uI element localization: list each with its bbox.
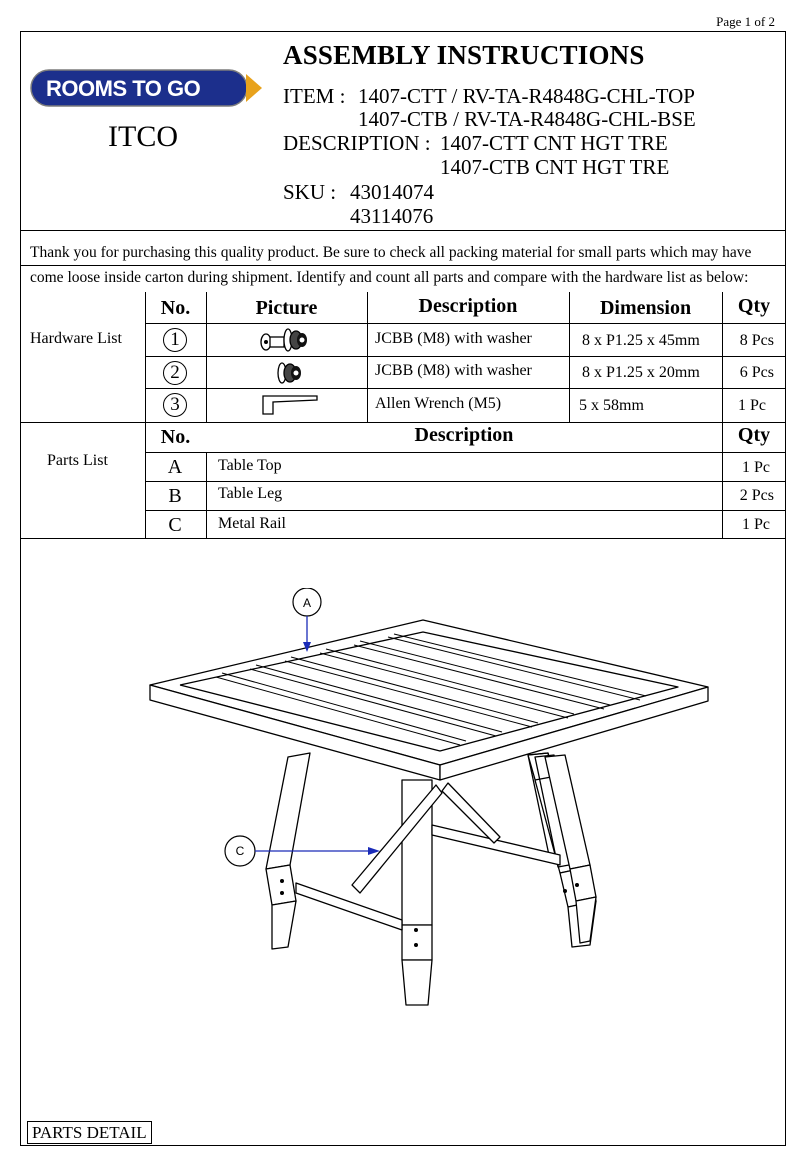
logo-graphic: [30, 68, 262, 108]
description-label: DESCRIPTION :: [283, 131, 431, 155]
parts-col-no: No.: [160, 426, 191, 448]
part-qty: 1 Pc: [742, 459, 770, 476]
hardware-row-number: 2: [163, 361, 187, 385]
table-row-line: [145, 356, 786, 357]
rooms-to-go-logo: [30, 68, 262, 108]
hardware-col-qty: Qty: [737, 295, 771, 317]
sku-line-1: 43014074: [350, 180, 434, 204]
hardware-row-number: 3: [163, 393, 187, 417]
hardware-description: Allen Wrench (M5): [375, 395, 502, 412]
hardware-row-number: 1: [163, 328, 187, 352]
table-top-surface: [150, 620, 708, 765]
table-diagram: [140, 575, 740, 1050]
hardware-description: JCBB (M8) with washer: [375, 362, 532, 379]
svg-text:ROOMS TO GO: ROOMS TO GO: [46, 76, 201, 101]
table-col-line: [206, 452, 207, 538]
table-row-line: [145, 323, 786, 324]
hardware-dimension: 5 x 58mm: [579, 397, 644, 414]
part-description: Table Leg: [218, 485, 283, 502]
hardware-col-dimension: Dimension: [599, 297, 692, 319]
callout-a-label: A: [302, 596, 312, 610]
table-row-line: [145, 481, 786, 482]
callout-c: [222, 834, 392, 875]
part-description: Metal Rail: [218, 515, 286, 532]
hardware-description: JCBB (M8) with washer: [375, 330, 532, 347]
part-qty: 2 Pcs: [739, 487, 774, 504]
page-number: Page 1 of 2: [716, 14, 775, 29]
hardware-col-picture: Picture: [255, 297, 318, 319]
item-line-1: 1407-CTT / RV-TA-R4848G-CHL-TOP: [358, 84, 695, 108]
callout-c-label: C: [235, 844, 245, 858]
item-line-2: 1407-CTB / RV-TA-R4848G-CHL-BSE: [358, 107, 696, 131]
table-row-line: [145, 388, 786, 389]
short-bolt-washer-icon: [273, 358, 313, 393]
hardware-dimension: 8 x P1.25 x 45mm: [582, 332, 700, 349]
parts-col-qty: Qty: [737, 424, 771, 446]
part-description: Table Top: [218, 457, 282, 474]
parts-detail-label: PARTS DETAIL: [27, 1121, 152, 1144]
description-line-1: 1407-CTT CNT HGT TRE: [440, 131, 668, 155]
description-line-2: 1407-CTB CNT HGT TRE: [440, 155, 670, 179]
table-row-line: [145, 452, 786, 453]
section-divider: [20, 538, 786, 539]
hardware-qty: 6 Pcs: [739, 364, 774, 381]
parts-col-description: Description: [414, 424, 514, 446]
hardware-col-no: No.: [160, 297, 191, 319]
table-row-line: [145, 510, 786, 511]
allen-wrench-icon: [259, 392, 321, 423]
sku-line-2: 43114076: [350, 204, 434, 228]
parts-section-label: Parts List: [47, 452, 108, 469]
hardware-section-label: Hardware List: [30, 330, 122, 347]
part-letter: A: [167, 456, 183, 478]
hardware-col-description: Description: [418, 295, 518, 317]
sku-label: SKU :: [283, 180, 337, 204]
part-qty: 1 Pc: [742, 516, 770, 533]
sub-brand: ITCO: [108, 120, 178, 153]
hardware-dimension: 8 x P1.25 x 20mm: [582, 364, 700, 381]
intro-text: Thank you for purchasing this quality product. Be sure to check all packing material for small parts which may have come loose inside carton during shipment. Identify and count all parts and compare with the hardware list as below:: [30, 244, 752, 286]
part-letter: B: [168, 485, 182, 507]
section-divider: [20, 422, 786, 423]
part-letter: C: [168, 514, 182, 536]
page-title: ASSEMBLY INSTRUCTIONS: [283, 40, 645, 70]
hardware-qty: 1 Pc: [738, 397, 766, 414]
long-bolt-washer-icon: [256, 326, 320, 361]
divider-header: [20, 230, 786, 231]
hardware-qty: 8 Pcs: [739, 332, 774, 349]
item-label: ITEM :: [283, 84, 346, 108]
exploded-table-drawing: [140, 575, 740, 1045]
callout-a: [290, 588, 330, 663]
